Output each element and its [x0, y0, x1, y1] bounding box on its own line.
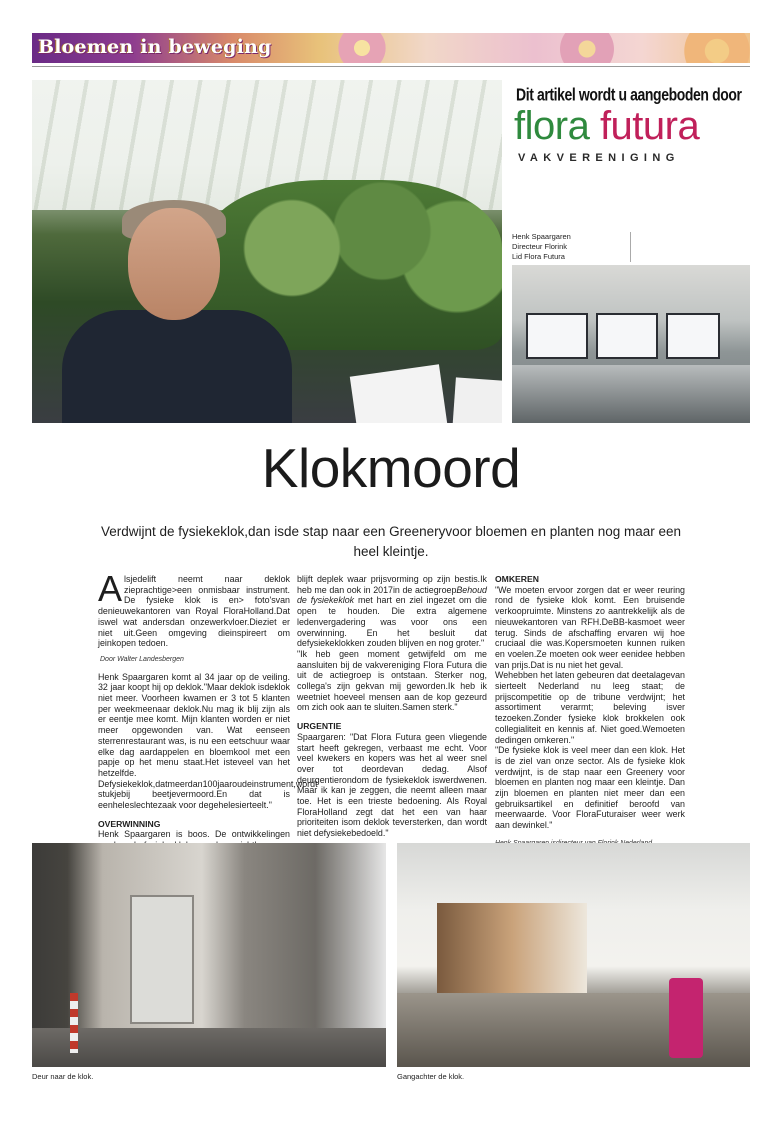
ad-brand-futura: futura [599, 104, 700, 148]
paragraph: "We moeten ervoor zorgen dat er weer reuring rond de fysieke klok komt. Een bruisende verkoopruimte. Minstens zo aantrekkelijk als de nieuwekantoren van RFH.DeBB-kasmoet weer terug. Sinds de afschaffing ervaren wij hoe cruciaal die was.Kopersmoeten kunnen ruiken en voelen.Ze moeten ook weer eenidee hebben van prijs.Dat is nu niet het geval. [495, 584, 685, 670]
caption-line: Henk Spaargaren [512, 232, 571, 241]
emphasis: Behoud de fysiekeklok [297, 584, 487, 606]
photo-door-to-clock [32, 843, 386, 1067]
floor [32, 1028, 386, 1067]
ad-brand-flora: flora [514, 104, 590, 148]
paragraph-text: met hart en ziel ingezet om die open te houden. Die extra algemene ledenvergadering was voor ons een overwinning. En het besluit dat defysiekeklokken zouden blijven en nog groter." [297, 595, 487, 649]
caption-door: Deur naar de klok. [32, 1072, 94, 1081]
article-column-2 [297, 574, 487, 839]
door [130, 895, 194, 1024]
ad-subtitle: VAKVERENIGING [518, 152, 680, 164]
section-banner [32, 33, 750, 63]
drop-cap: A [98, 568, 123, 609]
headline: Klokmoord [261, 437, 521, 499]
photo-hallway-behind-clock [397, 843, 750, 1067]
paragraph: Spaargaren: "Dat Flora Futura geen vliegende start heeft gekregen, verbaast me echt. Voor veel kwekers en kopers was het al weer snel over tot deordevan dedag. Alsof deurgentierondom de fysiekeklok iswerdwenen. Maar ik kan je zeggen, die neemt alleen maar toe. Het is een trieste bedoening. Als Royal FloraHolland zegt dat het een van haar prioriteiten isom deklok teversterken, dan wordt niet defysiekebedoeld." [297, 731, 487, 839]
caption-line: Directeur Florink [512, 242, 568, 251]
hallway-back [437, 903, 587, 993]
screen [666, 313, 720, 359]
desks [512, 365, 750, 423]
paragraph: "Ik heb geen moment getwijfeld om me aansluiten bij de vakvereniging Flora Futura die uit de actiegroep is ontstaan. Sterker nog, collega's zijn gekvan mij geworden.Ik heb ik weetniet hoeveel mensen aan de kop gezeurd om zich ook aan te sluiten.Samen sterk." [297, 648, 487, 713]
byline: Door Walter Landesbergen [100, 655, 184, 663]
article-column-1 [98, 568, 318, 872]
paragraph: "De fysieke klok is veel meer dan een klok. Het is de ziel van onze sector. Als de fysieke klok verdwijnt, is de stap naar een Greenery voor bloemen en planten nog maar een kleintje. Dan zijn bloemen en planten niet meer dan een gebruiksartikel en definitief beroofd van meerwaarde. Voor FloraFuturaiser weer werk aan dewinkel." [495, 745, 685, 831]
intro-text: lsjedelift neemt naar deklok zieprachtige>een onmisbaar instrument. De fysieke klok is en> foto'svan denieuwekantoren van Royal FloraHolland.Dat iswel wat andersdan onzewerkvloer.Dieziet er niet uit.Geen omgeving dieinspireert om jeinkopen tedoen. [98, 574, 290, 649]
kiosk [669, 978, 703, 1058]
paragraph-text: blijft deplek waar prijsvorming op zijn bestis.Ik heb me dan ook in 2017in de actiegroep [297, 574, 487, 595]
screen [596, 313, 658, 359]
screen [526, 313, 588, 359]
banner-title: Bloemen in beweging [38, 36, 272, 58]
subheading: OMKEREN [495, 574, 539, 584]
ad-brand-logo [514, 104, 699, 149]
subheading: OVERWINNING [98, 818, 161, 829]
photo-clock-room [512, 265, 750, 423]
paragraph: Wehebben het laten gebeuren dat deetalagevan sierteelt Nederland nu leeg staat; de prijscompetitie op de tribune verdwijnt; het assortiment verarmt; beleving isver tezoeken.Zonder fysieke klok brokkelen ook collegialiteit en kennis af. Niet goed.Wemoeten dedingen omkeren." [495, 670, 685, 745]
person-head [128, 208, 220, 320]
header-rule [32, 66, 750, 67]
flora-futura-ad [510, 80, 750, 168]
banner-flower-decoration [552, 33, 622, 63]
caption-line: Lid Flora Futura [512, 252, 565, 261]
caption-divider [630, 232, 631, 262]
banner-flower-decoration [672, 33, 750, 63]
poster [350, 364, 454, 423]
caption-hall: Gangachter de klok. [397, 1072, 465, 1081]
ad-tagline: Dit artikel wordt u aangeboden door [516, 84, 742, 104]
poster [448, 377, 502, 423]
barrier-pole [70, 993, 78, 1053]
subhead: Verdwijnt de fysiekeklok,dan isde stap naar een Greeneryvoor bloemen en planten nog maar een heel kleintje. [100, 524, 682, 559]
person-body [62, 310, 292, 423]
photo-henk-spaargaren [32, 80, 502, 423]
paragraph: Henk Spaargaren is boos. De ontwikkelingen [98, 829, 290, 840]
paragraph [297, 574, 487, 649]
intro-paragraph [98, 568, 290, 649]
subheading: URGENTIE [297, 721, 342, 732]
photo-caption-top [512, 232, 624, 262]
paragraph: Henk Spaargaren komt al 34 jaar op de veiling. 32 jaar koopt hij op deklok."Maar deklok isdeklok niet meer. Voorheen kwamen er 3 tot 5 klanten per weekmeenaar deklok.Nu mag ik blij zijn als er eentje mee komt. Mijn klanten worden er niet meer opgewonden van. Wat eenseen sterrenrestaurant was, is nu een eetschuur waar elke dag aardappelen en bloemkool met een papje op het menu staat.Het isteveel van het hetzelfde. Defysiekeklok,datmeerdan100jaaroudeinstrument,wordt stukjebij beetjevermoord.En dat is eenheleslechtezaak voor degehelesierteelt." [98, 671, 318, 811]
banner-flower-decoration [332, 33, 392, 63]
article-column-3 [495, 574, 685, 859]
